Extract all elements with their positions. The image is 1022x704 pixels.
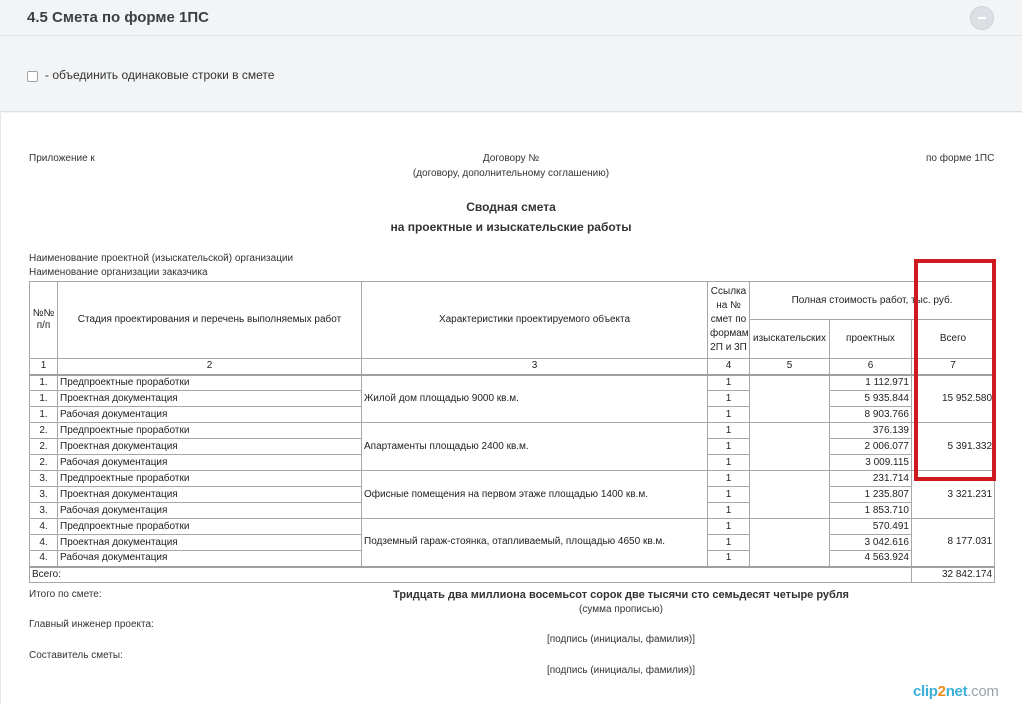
col-number: 7 bbox=[912, 359, 995, 375]
row-stage: Проектная документация bbox=[58, 535, 362, 551]
row-num: 1. bbox=[30, 407, 58, 423]
row-ref: 1 bbox=[708, 519, 750, 535]
row-num: 2. bbox=[30, 439, 58, 455]
row-num: 3. bbox=[30, 471, 58, 487]
merge-rows-checkbox[interactable] bbox=[27, 71, 38, 82]
chief-engineer-label: Главный инженер проекта: bbox=[29, 619, 154, 630]
row-ref: 1 bbox=[708, 471, 750, 487]
row-total: 5 391.332 bbox=[912, 423, 995, 471]
document-title: Сводная смета bbox=[466, 200, 556, 214]
document-subtitle: на проектные и изыскательские работы bbox=[390, 220, 632, 234]
column-number-row bbox=[30, 359, 995, 375]
total-column-highlight bbox=[914, 259, 996, 481]
appendix-label: Приложение к bbox=[29, 153, 95, 164]
row-survey bbox=[750, 519, 830, 567]
row-ref: 1 bbox=[708, 487, 750, 503]
row-design: 1 112.971 bbox=[830, 375, 912, 391]
col-number: 6 bbox=[830, 359, 912, 375]
row-stage: Проектная документация bbox=[58, 439, 362, 455]
row-object: Апартаменты площадью 2400 кв.м. bbox=[362, 423, 708, 471]
row-object: Жилой дом площадью 9000 кв.м. bbox=[362, 375, 708, 423]
row-design: 1 235.807 bbox=[830, 487, 912, 503]
row-num: 4. bbox=[30, 551, 58, 567]
estimator-signature: [подпись (инициалы, фамилия)] bbox=[546, 665, 696, 676]
row-stage: Проектная документация bbox=[58, 487, 362, 503]
header-survey: изыскательских bbox=[750, 320, 830, 359]
header-characteristics: Характеристики проектируемого объекта bbox=[362, 282, 708, 359]
row-design: 5 935.844 bbox=[830, 391, 912, 407]
row-total: 3 321.231 bbox=[912, 471, 995, 519]
row-ref: 1 bbox=[708, 391, 750, 407]
row-ref: 1 bbox=[708, 503, 750, 519]
collapse-button[interactable] bbox=[970, 6, 994, 30]
row-num: 4. bbox=[30, 535, 58, 551]
header-full-cost: Полная стоимость работ, тыс. руб. bbox=[750, 282, 995, 320]
row-stage: Рабочая документация bbox=[58, 503, 362, 519]
summary-words-note: (сумма прописью) bbox=[579, 604, 663, 615]
header-total: Всего bbox=[912, 320, 995, 359]
row-num: 2. bbox=[30, 455, 58, 471]
row-design: 376.139 bbox=[830, 423, 912, 439]
chief-engineer-signature: [подпись (инициалы, фамилия)] bbox=[546, 634, 696, 645]
row-num: 1. bbox=[30, 391, 58, 407]
row-stage: Предпроектные проработки bbox=[58, 471, 362, 487]
row-ref: 1 bbox=[708, 423, 750, 439]
row-survey bbox=[750, 423, 830, 471]
row-design: 1 853.710 bbox=[830, 503, 912, 519]
table-row bbox=[30, 471, 995, 487]
watermark-two: 2 bbox=[937, 683, 946, 700]
header-stage: Стадия проектирования и перечень выполняемых работ bbox=[58, 282, 362, 359]
row-ref: 1 bbox=[708, 455, 750, 471]
panel-title: 4.5 Смета по форме 1ПС bbox=[27, 9, 209, 26]
clip2net-watermark bbox=[913, 683, 999, 700]
row-design: 570.491 bbox=[830, 519, 912, 535]
design-org-label: Наименование проектной (изыскательской) организации bbox=[29, 253, 294, 264]
row-design: 231.714 bbox=[830, 471, 912, 487]
row-ref: 1 bbox=[708, 551, 750, 567]
row-num: 2. bbox=[30, 423, 58, 439]
row-stage: Рабочая документация bbox=[58, 455, 362, 471]
summary-label: Итого по смете: bbox=[29, 589, 102, 600]
row-num: 1. bbox=[30, 375, 58, 391]
contract-label: Договору № bbox=[482, 153, 540, 164]
col-number: 3 bbox=[362, 359, 708, 375]
row-design: 8 903.766 bbox=[830, 407, 912, 423]
header-design: проектных bbox=[830, 320, 912, 359]
estimate-document bbox=[0, 113, 1022, 704]
row-stage: Рабочая документация bbox=[58, 407, 362, 423]
row-ref: 1 bbox=[708, 375, 750, 391]
row-ref: 1 bbox=[708, 439, 750, 455]
panel-header bbox=[0, 0, 1022, 36]
client-org-label: Наименование организации заказчика bbox=[29, 267, 208, 278]
total-row bbox=[30, 567, 995, 583]
row-stage: Проектная документация bbox=[58, 391, 362, 407]
row-ref: 1 bbox=[708, 535, 750, 551]
row-object: Подземный гараж-стоянка, отапливаемый, площадью 4650 кв.м. bbox=[362, 519, 708, 567]
col-number: 4 bbox=[708, 359, 750, 375]
row-stage: Предпроектные проработки bbox=[58, 423, 362, 439]
estimate-table bbox=[29, 281, 995, 583]
form-label: по форме 1ПС bbox=[926, 153, 995, 164]
estimator-label: Составитель сметы: bbox=[29, 650, 123, 661]
table-row bbox=[30, 423, 995, 439]
row-stage: Предпроектные проработки bbox=[58, 375, 362, 391]
row-object: Офисные помещения на первом этаже площадью 1400 кв.м. bbox=[362, 471, 708, 519]
row-total: 15 952.580 bbox=[912, 375, 995, 423]
header-num: №№ п/п bbox=[30, 282, 58, 359]
watermark-clip: clip bbox=[913, 683, 938, 700]
row-stage: Предпроектные проработки bbox=[58, 519, 362, 535]
row-survey bbox=[750, 375, 830, 423]
contract-note: (договору, дополнительному соглашению) bbox=[412, 168, 610, 179]
summary-words: Тридцать два миллиона восемьсот сорок две тысячи сто семьдесят четыре рубля bbox=[393, 589, 849, 601]
header-reference: Ссылка на № смет по формам 2П и 3П bbox=[708, 282, 750, 359]
col-number: 1 bbox=[30, 359, 58, 375]
row-design: 3 042.616 bbox=[830, 535, 912, 551]
col-number: 5 bbox=[750, 359, 830, 375]
watermark-com: .com bbox=[967, 683, 999, 700]
options-bar bbox=[0, 36, 1022, 112]
col-number: 2 bbox=[58, 359, 362, 375]
grand-total: 32 842.174 bbox=[912, 567, 995, 583]
merge-rows-label[interactable]: - объединить одинаковые строки в смете bbox=[45, 68, 275, 82]
row-stage: Рабочая документация bbox=[58, 551, 362, 567]
row-total: 8 177.031 bbox=[912, 519, 995, 567]
table-row bbox=[30, 375, 995, 391]
row-ref: 1 bbox=[708, 407, 750, 423]
row-design: 2 006.077 bbox=[830, 439, 912, 455]
row-survey bbox=[750, 471, 830, 519]
total-label: Всего: bbox=[30, 567, 912, 583]
row-num: 3. bbox=[30, 503, 58, 519]
row-design: 4 563.924 bbox=[830, 551, 912, 567]
row-design: 3 009.115 bbox=[830, 455, 912, 471]
table-row bbox=[30, 519, 995, 535]
row-num: 3. bbox=[30, 487, 58, 503]
watermark-net: net bbox=[945, 683, 968, 700]
row-num: 4. bbox=[30, 519, 58, 535]
